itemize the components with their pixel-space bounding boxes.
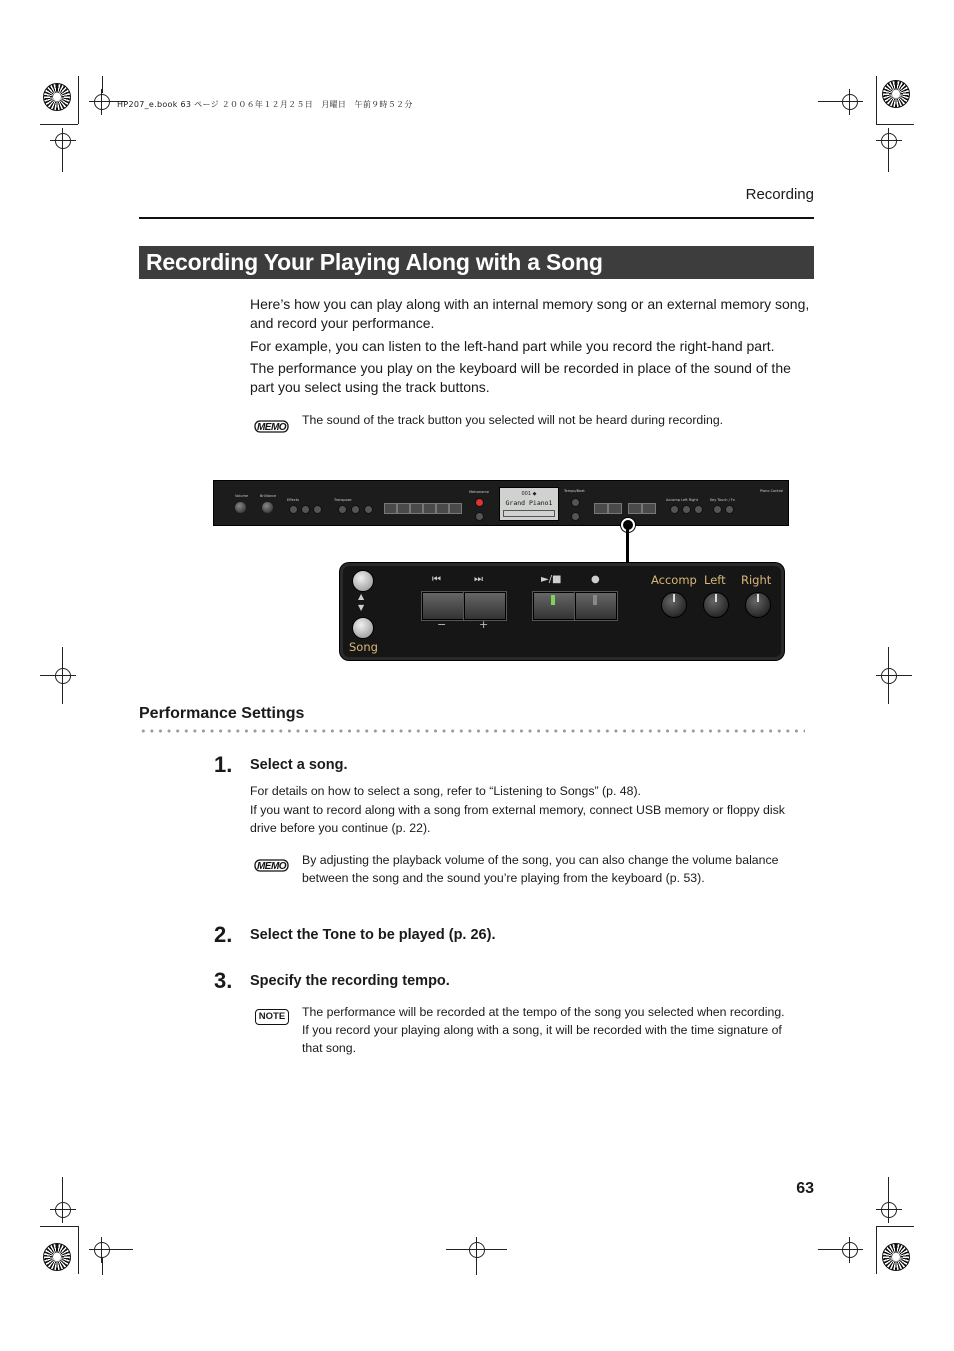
registration-target-icon: [55, 668, 71, 684]
lcd-line-2: Grand Piano1: [505, 499, 553, 507]
play-stop-button[interactable]: [533, 592, 575, 620]
step-1-number: 1.: [214, 752, 233, 777]
registration-rosette-icon: [43, 83, 71, 111]
left-track-button[interactable]: [703, 592, 729, 618]
intro-paragraph-2: For example, you can listen to the left-hand part while you record the right-hand part.: [250, 338, 775, 354]
rewind-icon: ⏮: [432, 574, 441, 585]
accomp-track-button[interactable]: [661, 592, 687, 618]
svg-text:MEMO: MEMO: [256, 422, 287, 434]
accomp-label: Accomp: [651, 573, 697, 587]
step-2-title: Select the Tone to be played (p. 26).: [250, 927, 496, 943]
step-1-line-1: For details on how to select a song, refer to “Listening to Songs” (p. 48).: [250, 784, 641, 798]
dotted-divider: [139, 729, 805, 733]
registration-target-icon: [842, 1242, 858, 1258]
intro-paragraph-3: The performance you play on the keyboard will be recorded in place of the sound of the part you select using the track buttons.: [250, 360, 791, 395]
registration-target-icon: [55, 133, 71, 149]
step-3-number: 3.: [214, 968, 233, 993]
brilliance-knob[interactable]: [262, 502, 273, 513]
record-button[interactable]: [575, 592, 617, 620]
step-3-title: Specify the recording tempo.: [250, 973, 450, 989]
minus-icon: −: [437, 618, 447, 631]
step-1-line-2: If you want to record along with a song from external memory, connect USB memory or floppy disk drive before you continue (p. 22).: [250, 803, 785, 835]
performance-settings-heading: Performance Settings: [139, 705, 305, 722]
step-2-number: 2.: [214, 922, 233, 947]
header-rule: [139, 217, 814, 219]
rewind-button[interactable]: [422, 592, 464, 620]
registration-rosette-icon: [882, 1243, 910, 1271]
up-arrow-icon: ▲: [358, 592, 365, 601]
registration-target-icon: [94, 1242, 110, 1258]
record-icon: ●: [591, 574, 600, 585]
fast-forward-icon: ⏭: [474, 574, 483, 585]
control-panel-strip: Volume Brilliance Effects Transpose Metronome 001 ◆ Grand Piano1 Tempo/Beat Accomp Left Right Key Touch / Fx Piano Control: [213, 480, 789, 526]
lcd-display: [499, 487, 559, 521]
registration-rosette-icon: [882, 80, 910, 108]
page-title: Recording Your Playing Along with a Song: [139, 246, 814, 279]
registration-rosette-icon: [43, 1243, 71, 1271]
registration-target-icon: [881, 1202, 897, 1218]
registration-target-icon: [842, 94, 858, 110]
note-text: The performance will be recorded at the tempo of the song you selected when recording. If you record your playing along with a song, it will be recorded with the time signature of that song.: [302, 1005, 785, 1055]
registration-target-icon: [881, 133, 897, 149]
right-track-button[interactable]: [745, 592, 771, 618]
registration-target-icon: [881, 668, 897, 684]
file-header: HP207_e.book 63 ページ ２００６年１２月２５日 月曜日 午前９時５２分: [117, 100, 413, 109]
song-up-button[interactable]: [352, 570, 374, 592]
memo-icon: [254, 417, 288, 433]
fast-forward-button[interactable]: [464, 592, 506, 620]
page-number: 63: [796, 1180, 814, 1197]
down-arrow-icon: ▼: [358, 603, 365, 612]
memo-icon: [254, 856, 288, 872]
play-stop-icon: ►/■: [541, 574, 562, 585]
right-label: Right: [741, 573, 772, 587]
plus-icon: +: [479, 618, 489, 631]
section-label: Recording: [745, 186, 814, 203]
note-icon: NOTE: [255, 1009, 289, 1025]
svg-text:MEMO: MEMO: [256, 861, 287, 873]
intro-paragraph-1: Here’s how you can play along with an internal memory song or an external memory song, and record your performance.: [250, 296, 810, 331]
registration-target-icon: [94, 94, 110, 110]
volume-knob[interactable]: [235, 502, 246, 513]
song-down-button[interactable]: [352, 617, 374, 639]
registration-target-icon: [469, 1242, 485, 1258]
memo-text: By adjusting the playback volume of the song, you can also change the volume balance between the song and the sound you’re playing from the keyboard (p. 53).: [302, 853, 779, 885]
step-1-title: Select a song.: [250, 757, 348, 773]
memo-text: The sound of the track button you selected will not be heard during recording.: [302, 413, 724, 427]
song-label: Song: [349, 640, 378, 654]
left-label: Left: [704, 573, 726, 587]
registration-target-icon: [55, 1202, 71, 1218]
connector-line: [626, 528, 629, 564]
lcd-line-1: 001 ◆: [521, 491, 537, 497]
song-control-panel: [340, 563, 784, 660]
